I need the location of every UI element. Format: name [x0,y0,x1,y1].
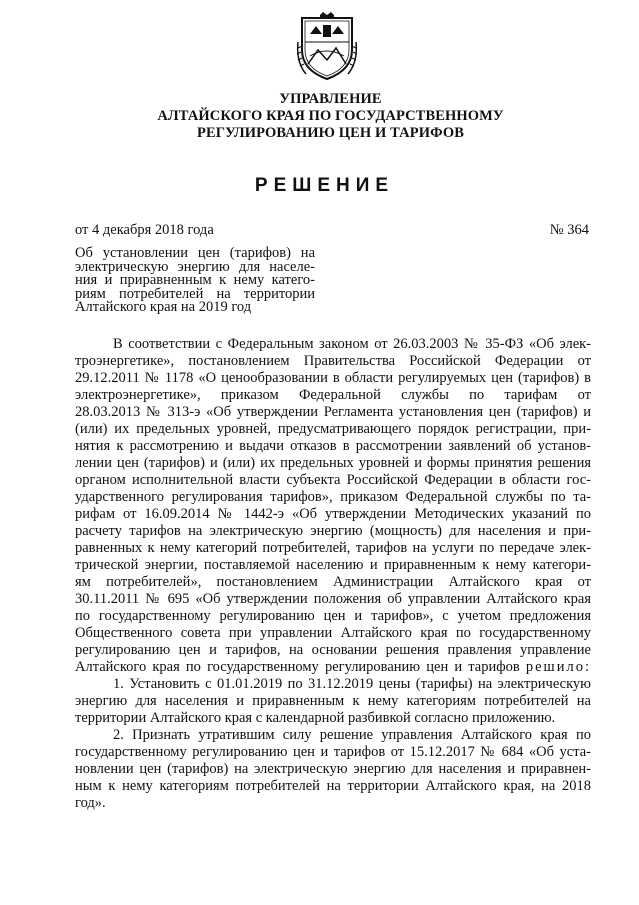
body-line: органом исполнительной власти субъекта Российской Федерации в области гос- [75,472,591,488]
body-line: (или) их предельных уровней, предусматривающего порядок регистрации, при- [75,421,591,437]
body-line: регулированию цен и тарифов, на основании решения правления управление [75,642,591,658]
body-line: 30.11.2011 № 695 «Об утверждении положения об управлении Алтайского края [75,591,591,607]
body-line: лении цен (тарифов) и (или) их предельных уровней и формы принятия решения [75,455,591,471]
body-line: 28.03.2013 № 313-э «Об утверждении Регламента установления цен (тарифов) и [75,404,591,420]
clause-2-line: 2. Признать утратившим силу решение управления Алтайского края по [113,727,591,743]
org-name-line-2: АЛТАЙСКОГО КРАЯ ПО ГОСУДАРСТВЕННОМУ [157,108,504,124]
clause-1-line: 1. Установить с 01.01.2019 по 31.12.2019 цены (тарифы) на электрическую [113,676,591,692]
body-line: Общественного совета при управлении Алтайского края по государственному [75,625,591,641]
document-number: № 364 [549,222,589,238]
org-name-line-1: УПРАВЛЕНИЕ [279,91,382,107]
body-line: равненных к нему категорий потребителей, тарифов на услуги по передаче элек- [75,540,591,556]
subject-line: риям потребителей на территории [75,285,315,302]
clause-2-line: год». [75,795,106,811]
document-date: от 4 декабря 2018 года [75,222,214,238]
subject-line: Алтайского края на 2019 год [75,299,252,315]
org-name-line-3: РЕГУЛИРОВАНИЮ ЦЕН И ТАРИФОВ [197,125,464,141]
body-line: нятия к рассмотрению и выдачи отказов в рассмотрении заявлений об установ- [75,438,591,454]
body-line: электроэнергетике», приказом Федеральной службы по тарифам от [75,387,591,403]
subject-line: ния и приравненным к нему катего- [75,272,315,288]
clause-2-line: государственному регулированию цен и тарифов от 15.12.2017 № 684 «Об уста- [75,744,591,760]
body-line: ударственного регулирования тарифов», приказом Федеральной службы по та- [75,489,591,505]
resolved-word: решило: [525,659,591,675]
clause-2-line: новлении цен (тарифов) на электрическую энергию для населения и приравнен- [75,761,591,777]
body-line: троэнергетике», постановлением Правительства Российской Федерации от [75,353,591,369]
clause-1-line: территории Алтайского края с календарной разбивкой согласно приложению. [75,710,556,726]
document-body [75,336,591,812]
clause-2-line: ным к нему категориям потребителей на территории Алтайского края, на 2018 [75,778,591,794]
altai-krai-coat-of-arms-icon [296,12,358,82]
body-line: Алтайского края по государственному регулированию цен и тарифов [75,659,520,675]
subject-line: Об установлении цен (тарифов) на [75,245,315,261]
clause-1-line: энергию для населения и приравненным к нему категориям потребителей на [75,693,591,709]
subject-line: электрическую энергию для населе- [75,258,315,275]
body-line: ям потребителей», постановлением Администрации Алтайского края от [75,574,591,590]
body-line-with-resolution [75,659,591,676]
document-subject [75,247,315,315]
document-type-title: РЕШЕНИЕ [254,175,395,196]
body-line: 29.12.2011 № 1178 «О ценообразовании в области регулируемых цен (тарифов) в [75,370,591,386]
body-line: расчету тарифов на электрическую энергию (мощность) для населения и при- [75,523,591,539]
body-line: по государственному регулированию цен и тарифов», с учетом предложения [75,608,591,624]
body-line: рифам от 16.09.2014 № 1442-э «Об утверждении Методических указаний по [75,506,591,522]
body-line: В соответствии с Федеральным законом от 26.03.2003 № 35-ФЗ «Об элек- [113,336,591,352]
body-line: трической энергии, поставляемой населению и приравненным к нему категори- [75,557,591,573]
